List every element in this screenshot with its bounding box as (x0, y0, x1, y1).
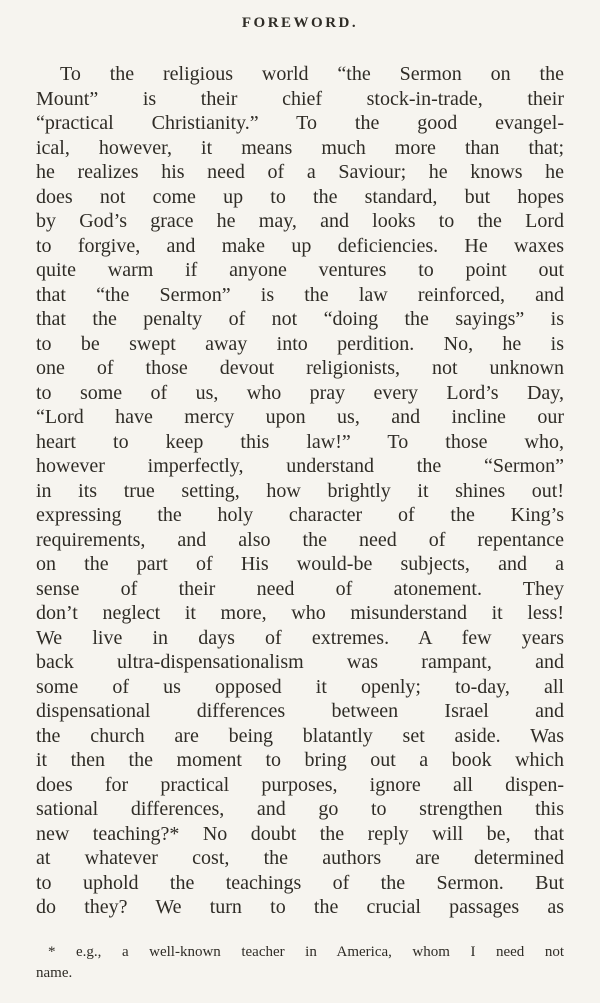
text-line: to uphold the teachings of the Sermon. But (36, 871, 564, 894)
text-line: We live in days of extremes. A few years (36, 626, 564, 649)
text-line: “Lord have mercy upon us, and incline our (36, 406, 564, 428)
text-line: To the religious world “the Sermon on the (60, 63, 564, 85)
text-line: heart to keep this law!” To those who, (36, 430, 564, 453)
text-line: one of those devout religionists, not unknown (36, 357, 564, 379)
text-line: in its true setting, how brightly it shines out! (36, 479, 564, 502)
text-line: to forgive, and make up deficiencies. He waxes (36, 234, 564, 257)
text-line: sational differences, and go to strengthen this (36, 798, 564, 820)
text-line: however imperfectly, understand the “Sermon” (36, 455, 564, 477)
text-line: requirements, and also the need of repentance (36, 528, 564, 551)
text-line: he realizes his need of a Saviour; he knows he (36, 161, 564, 183)
text-line: * e.g., a well-known teacher in America, whom I need not (48, 943, 564, 960)
text-line: does not come up to the standard, but hopes (36, 185, 564, 208)
text-line: the church are being blatantly set aside. Was (36, 724, 564, 747)
text-line: to some of us, who pray every Lord’s Day, (36, 381, 564, 404)
text-line: by God’s grace he may, and looks to the Lord (36, 210, 564, 232)
text-line: Mount” is their chief stock-in-trade, their (36, 87, 564, 110)
text-line: quite warm if anyone ventures to point out (36, 259, 564, 281)
text-line: dispensational differences between Israel and (36, 700, 564, 722)
text-line: that “the Sermon” is the law reinforced, and (36, 283, 564, 306)
text-line: to be swept away into perdition. No, he is (36, 332, 564, 355)
text-line: new teaching?* No doubt the reply will be, that (36, 822, 564, 845)
text-line: don’t neglect it more, who misunderstand it less! (36, 602, 564, 624)
text-line: do they? We turn to the crucial passages as (36, 896, 564, 918)
text-line: back ultra-dispensationalism was rampant, and (36, 651, 564, 673)
text-line: that the penalty of not “doing the sayings” is (36, 308, 564, 330)
text-line: it then the moment to bring out a book which (36, 749, 564, 771)
body-text (36, 62, 564, 920)
text-line: some of us opposed it openly; to-day, all (36, 675, 564, 698)
page-heading: FOREWORD. (241, 15, 359, 31)
footnote (36, 942, 564, 984)
text-line: does for practical purposes, ignore all dispen- (36, 773, 564, 796)
text-line: “practical Christianity.” To the good evangel- (36, 112, 564, 134)
text-line: name. (36, 964, 73, 981)
text-line: on the part of His would-be subjects, and a (36, 553, 564, 575)
text-line: sense of their need of atonement. They (36, 577, 564, 600)
text-line: at whatever cost, the authors are determined (36, 847, 564, 869)
text-line: expressing the holy character of the King’s (36, 504, 564, 526)
text-line: ical, however, it means much more than that; (36, 136, 564, 159)
